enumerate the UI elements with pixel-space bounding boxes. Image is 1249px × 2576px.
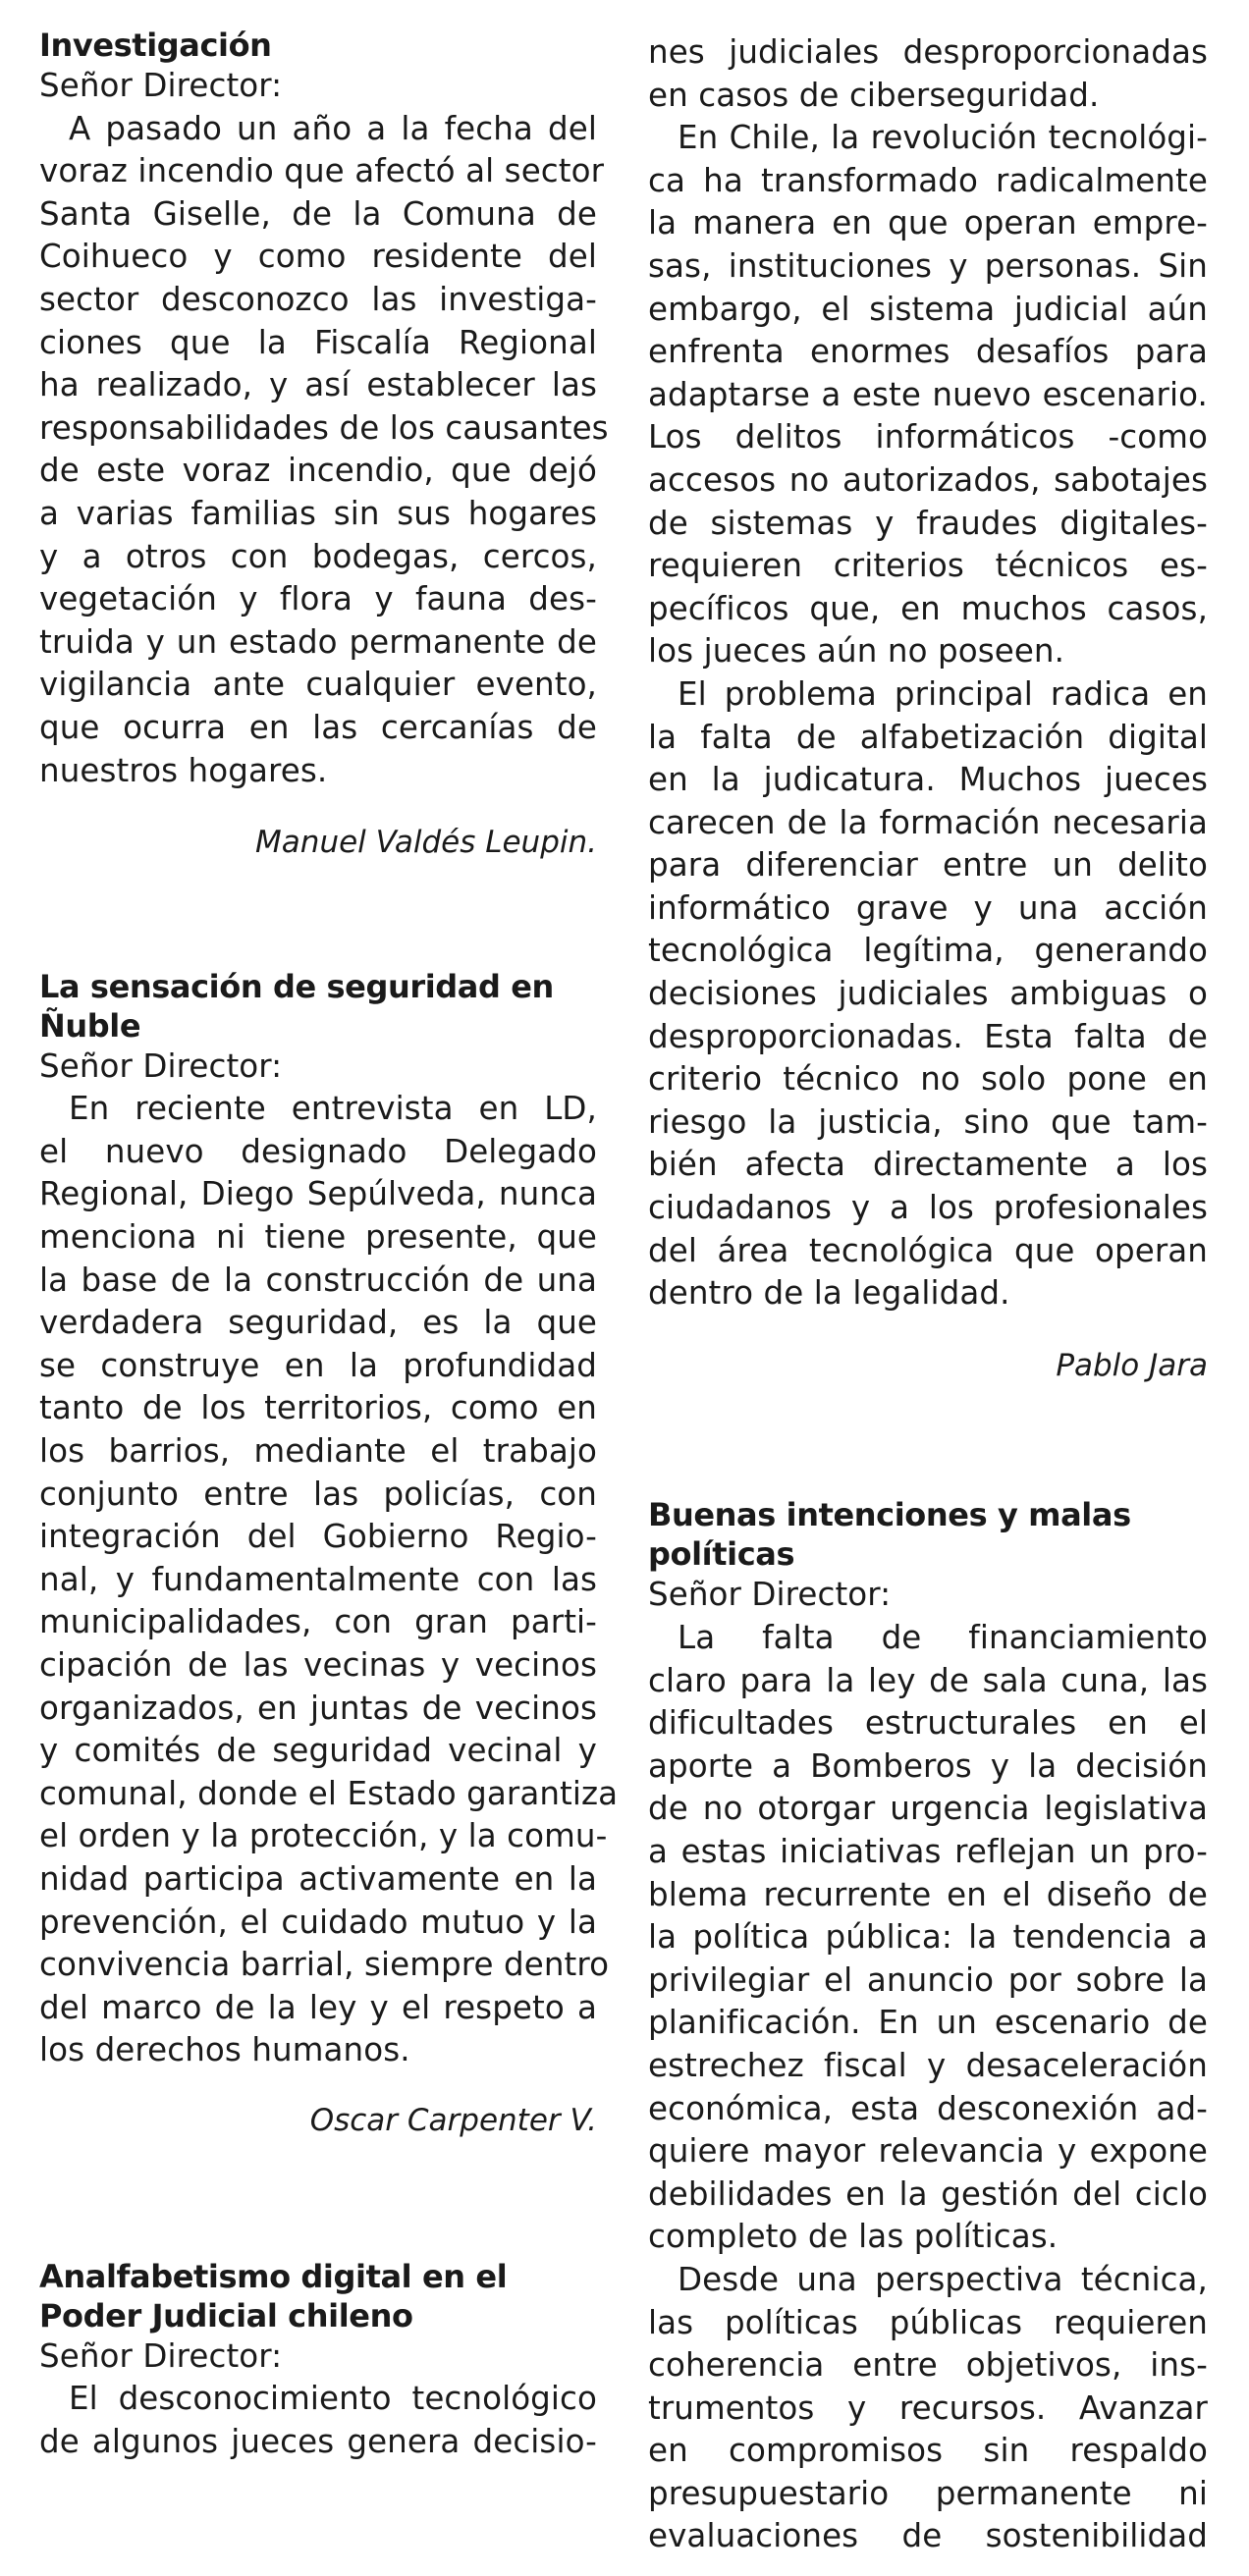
body-line: sector desconozco las investiga- bbox=[39, 280, 597, 318]
body-line: de no otorgar urgencia legislativa bbox=[648, 1790, 1208, 1828]
body-line: coherencia entre objetivos, ins- bbox=[648, 2346, 1208, 2385]
letter-title: Poder Judicial chileno bbox=[39, 2296, 413, 2334]
body-line: ha realizado, y así establecer las bbox=[39, 366, 597, 404]
body-line: en casos de ciberseguridad. bbox=[648, 76, 1100, 114]
body-line: de este voraz incendio, que dejó bbox=[39, 452, 597, 490]
body-line: a estas iniciativas reflejan un pro- bbox=[648, 1832, 1208, 1870]
body-line: el orden y la protección, y la comu- bbox=[39, 1817, 608, 1855]
body-line: trumentos y recursos. Avanzar bbox=[648, 2388, 1208, 2427]
body-line: el nuevo designado Delegado bbox=[39, 1132, 597, 1170]
body-line: debilidades en la gestión del ciclo bbox=[648, 2174, 1208, 2213]
body-line: voraz incendio que afectó al sector bbox=[39, 152, 605, 190]
body-line: informático grave y una acción bbox=[648, 888, 1208, 927]
body-line: accesos no autorizados, sabotajes bbox=[648, 460, 1208, 499]
body-line: la política pública: la tendencia a bbox=[648, 1918, 1208, 1957]
right-column bbox=[648, 31, 1208, 2558]
body-line: de sistemas y fraudes digitales- bbox=[648, 504, 1208, 542]
body-line: ca ha transformado radicalmente bbox=[648, 161, 1208, 199]
body-line: en la judicatura. Muchos jueces bbox=[648, 761, 1208, 799]
body-line: los derechos humanos. bbox=[39, 2031, 410, 2069]
salutation: Señor Director: bbox=[648, 1576, 892, 1614]
body-line: aporte a Bomberos y la decisión bbox=[648, 1746, 1208, 1785]
body-line: y comités de seguridad vecinal y bbox=[39, 1732, 597, 1770]
salutation: Señor Director: bbox=[39, 1046, 283, 1085]
salutation: Señor Director: bbox=[39, 67, 283, 104]
body-line: El desconocimiento tecnológico bbox=[69, 2380, 597, 2418]
letter-body bbox=[39, 2378, 597, 2463]
body-line: responsabilidades de los causantes bbox=[39, 408, 609, 447]
body-line: nal, y fundamentalmente con las bbox=[39, 1560, 597, 1598]
body-line: embargo, el sistema judicial aún bbox=[648, 290, 1208, 328]
body-line: los barrios, mediante el trabajo bbox=[39, 1432, 597, 1471]
letter-analfabetismo-digital bbox=[39, 2257, 597, 2464]
body-line: dentro de la legalidad. bbox=[648, 1274, 1010, 1313]
body-line: se construye en la profundidad bbox=[39, 1346, 597, 1384]
body-line: decisiones judiciales ambiguas o bbox=[648, 975, 1208, 1013]
body-line: nes judiciales desproporcionadas bbox=[648, 33, 1208, 71]
body-line: organizados, en juntas de vecinos bbox=[39, 1689, 597, 1727]
body-line: verdadera seguridad, es la que bbox=[39, 1304, 597, 1342]
body-line: privilegiar el anuncio por sobre la bbox=[648, 1960, 1208, 1999]
body-line: quiere mayor relevancia y expone bbox=[648, 2132, 1208, 2171]
body-line: planificación. En un escenario de bbox=[648, 2004, 1208, 2042]
body-line: la falta de alfabetización digital bbox=[648, 718, 1208, 756]
body-line: municipalidades, con gran parti- bbox=[39, 1603, 597, 1641]
body-line: a varias familias sin sus hogares bbox=[39, 494, 597, 532]
body-line: la base de la construcción de una bbox=[39, 1261, 597, 1299]
body-line: Coihueco y como residente del bbox=[39, 238, 597, 276]
body-line: evaluaciones de sostenibilidad bbox=[648, 2517, 1208, 2555]
body-line: prevención, el cuidado mutuo y la bbox=[39, 1903, 597, 1941]
body-line: vegetación y flora y fauna des- bbox=[39, 580, 597, 618]
letter-body bbox=[39, 108, 609, 793]
body-line: nidad participa activamente en la bbox=[39, 1859, 597, 1898]
signature: Manuel Valdés Leupin. bbox=[255, 825, 597, 861]
letter-analfabetismo-continuation bbox=[648, 31, 1208, 1387]
body-line: estrechez fiscal y desaceleración bbox=[648, 2046, 1208, 2084]
body-line: El problema principal radica en bbox=[678, 674, 1208, 713]
body-line: blema recurrente en el diseño de bbox=[648, 1875, 1208, 1913]
body-line: y a otros con bodegas, cercos, bbox=[39, 537, 597, 575]
body-line: del marco de la ley y el respeto a bbox=[39, 1988, 597, 2026]
body-line: criterio técnico no solo pone en bbox=[648, 1060, 1208, 1099]
letter-title: Analfabetismo digital en el bbox=[39, 2257, 508, 2295]
body-line: nuestros hogares. bbox=[39, 751, 328, 789]
body-line: las políticas públicas requieren bbox=[648, 2303, 1208, 2341]
body-line: Desde una perspectiva técnica, bbox=[678, 2260, 1208, 2298]
body-line: A pasado un año a la fecha del bbox=[69, 109, 597, 147]
body-line: comunal, donde el Estado garantiza bbox=[39, 1774, 619, 1812]
body-line: tanto de los territorios, como en bbox=[39, 1389, 597, 1427]
letter-title: Investigación bbox=[39, 27, 272, 64]
letter-seguridad-nuble bbox=[39, 967, 619, 2143]
body-line: claro para la ley de sala cuna, las bbox=[648, 1661, 1208, 1699]
body-line: cipación de las vecinas y vecinos bbox=[39, 1646, 597, 1684]
body-line: En Chile, la revolución tecnológi- bbox=[678, 119, 1208, 157]
body-line: carecen de la formación necesaria bbox=[648, 803, 1208, 841]
body-line: para diferenciar entre un delito bbox=[648, 846, 1208, 885]
body-line: ciones que la Fiscalía Regional bbox=[39, 323, 597, 361]
letter-title: La sensación de seguridad en bbox=[39, 967, 554, 1005]
body-line: tecnológica legítima, generando bbox=[648, 932, 1208, 970]
body-line: completo de las políticas. bbox=[648, 2218, 1059, 2256]
signature: Pablo Jara bbox=[1056, 1347, 1208, 1383]
body-line: integración del Gobierno Regio- bbox=[39, 1518, 597, 1556]
body-line: requieren criterios técnicos es- bbox=[648, 547, 1208, 585]
body-line: Regional, Diego Sepúlveda, nunca bbox=[39, 1175, 597, 1213]
body-line: ciudadanos y a los profesionales bbox=[648, 1189, 1208, 1227]
letter-title: Ñuble bbox=[39, 1006, 141, 1045]
body-line: Los delitos informáticos -como bbox=[648, 418, 1208, 456]
left-column bbox=[39, 26, 619, 2463]
body-line: En reciente entrevista en LD, bbox=[69, 1090, 597, 1128]
body-line: de algunos jueces genera decisio- bbox=[39, 2422, 597, 2460]
body-line: vigilancia ante cualquier evento, bbox=[39, 666, 597, 704]
body-line: riesgo la justicia, sino que tam- bbox=[648, 1102, 1208, 1141]
body-line: truida y un estado permanente de bbox=[39, 622, 597, 661]
body-line: enfrenta enormes desafíos para bbox=[648, 333, 1208, 371]
body-line: presupuestario permanente ni bbox=[648, 2474, 1208, 2512]
body-line: los jueces aún no poseen. bbox=[648, 632, 1065, 671]
body-line: en compromisos sin respaldo bbox=[648, 2432, 1208, 2470]
signature: Oscar Carpenter V. bbox=[309, 2102, 597, 2138]
letter-title: políticas bbox=[648, 1535, 795, 1574]
body-line: adaptarse a este nuevo escenario. bbox=[648, 375, 1208, 413]
letter-investigacion bbox=[39, 26, 609, 865]
body-line: sas, instituciones y personas. Sin bbox=[648, 246, 1208, 285]
letter-buenas-intenciones bbox=[648, 1495, 1208, 2558]
letter-title: Buenas intenciones y malas bbox=[648, 1496, 1131, 1534]
body-line: convivencia barrial, siempre dentro bbox=[39, 1946, 610, 1984]
body-line: la manera en que operan empre- bbox=[648, 204, 1208, 242]
body-line: desproporcionadas. Esta falta de bbox=[648, 1017, 1208, 1055]
body-line: económica, esta desconexión ad- bbox=[648, 2089, 1208, 2127]
salutation: Señor Director: bbox=[39, 2336, 283, 2375]
body-line: bién afecta directamente a los bbox=[648, 1146, 1208, 1184]
body-line: conjunto entre las policías, con bbox=[39, 1475, 597, 1513]
body-line: dificultades estructurales en el bbox=[648, 1704, 1208, 1743]
body-line: del área tecnológica que operan bbox=[648, 1231, 1208, 1269]
body-line: que ocurra en las cercanías de bbox=[39, 708, 597, 746]
body-line: Santa Giselle, de la Comuna de bbox=[39, 194, 597, 233]
letter-body bbox=[39, 1088, 619, 2072]
body-line: La falta de financiamiento bbox=[678, 1619, 1208, 1656]
body-line: pecíficos que, en muchos casos, bbox=[648, 589, 1208, 627]
body-line: menciona ni tiene presente, que bbox=[39, 1218, 597, 1257]
